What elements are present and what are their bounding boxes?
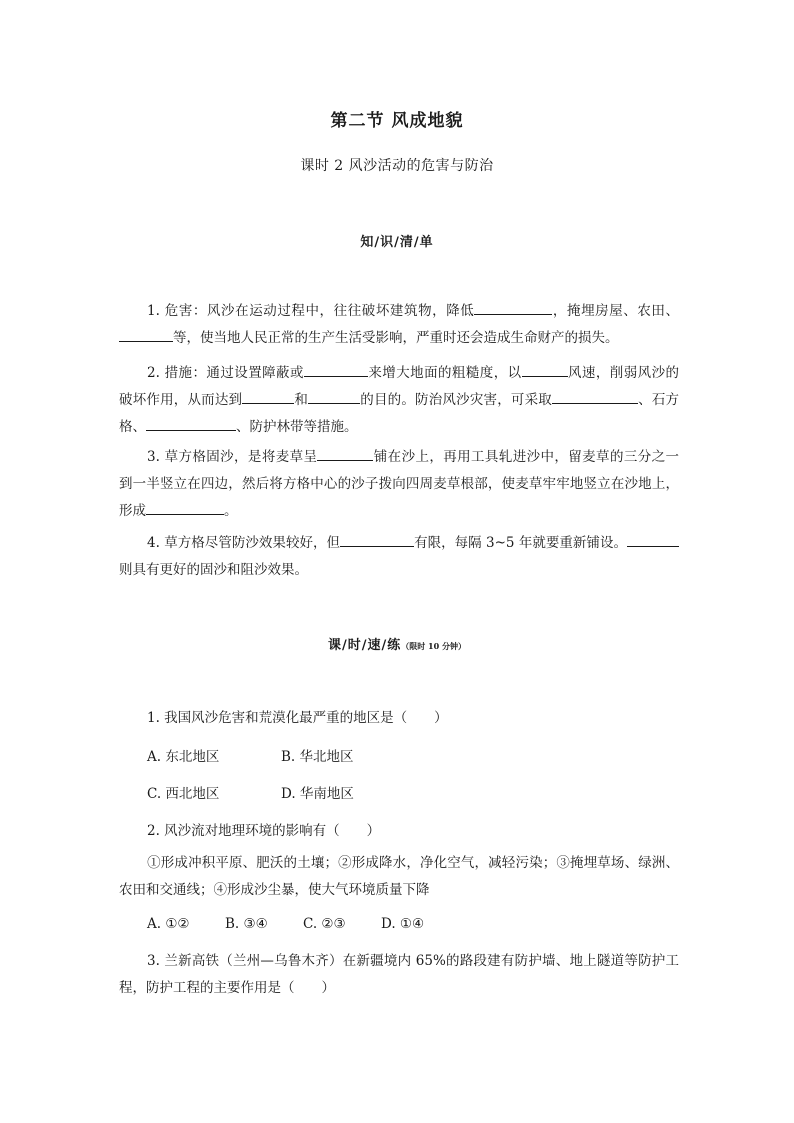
item-text: 草方格固沙，是将麦草呈 (164, 449, 318, 465)
option-a[interactable]: A. 东北地区 (147, 749, 220, 765)
question-1-options-row-2 (147, 782, 354, 802)
answer-blank[interactable] (119, 326, 173, 342)
item-number: 2. (147, 365, 160, 381)
item-text: 措施：通过设置障蔽或 (164, 365, 304, 381)
answer-blank[interactable] (304, 361, 368, 377)
item-number: 3. (147, 449, 160, 465)
answer-blank[interactable] (146, 415, 236, 431)
question-1-stem: 1. 我国风沙危害和荒漠化最严重的地区是（ ） (147, 710, 448, 726)
question-2-statements: ①形成冲积平原、肥沃的土壤；②形成降水，净化空气，减轻污染；③掩埋草场、绿洲、农田和交通线；④形成沙尘暴，使大气环境质量下降 (119, 855, 679, 898)
question-2-body (119, 850, 679, 904)
knowledge-item-4 (119, 530, 679, 584)
answer-blank[interactable] (242, 388, 294, 404)
time-limit-note: （限时 10 分钟） (401, 641, 466, 651)
answer-blank[interactable] (317, 445, 373, 461)
option-a[interactable]: A. ①② (147, 916, 190, 932)
practice-heading-text: 课/时/速/练 (328, 638, 402, 653)
option-d[interactable]: D. 华南地区 (281, 786, 354, 802)
item-text: 等，使当地人民正常的生产生活受影响，严重时还会造成生命财产的损失。 (173, 330, 619, 346)
item-number: 1. (147, 303, 160, 319)
item-text: 风速，削弱风沙的破坏作用，从而达到 (119, 365, 680, 408)
question-2-options (147, 916, 424, 932)
item-text: 、石方格、 (119, 392, 680, 435)
practice-section-heading (0, 634, 794, 653)
item-text: 有限，每隔 3~5 年就要重新铺设。 (414, 535, 628, 551)
item-text: 和 (294, 392, 309, 408)
item-text: 的目的。防治风沙灾害，可采取 (360, 392, 552, 408)
option-b[interactable]: B. 华北地区 (281, 749, 354, 765)
item-number: 4. (147, 535, 160, 551)
option-d[interactable]: D. ①④ (381, 916, 425, 932)
question-3-text: 3. 兰新高铁（兰州—乌鲁木齐）在新疆境内 65%的路段建有防护墙、地上隧道等防护工程，防护工程的主要作用是（ ） (119, 953, 679, 996)
item-text: ，掩埋房屋、农田、 (552, 303, 680, 319)
knowledge-section-heading: 知/识/清/单 (360, 235, 434, 250)
answer-blank[interactable] (627, 531, 679, 547)
question-3-stem (119, 948, 679, 1002)
item-text: 、防护林带等措施。 (236, 419, 358, 435)
page-title: 第二节 风成地貌 (330, 111, 464, 131)
answer-blank[interactable] (146, 499, 224, 515)
answer-blank[interactable] (474, 299, 552, 315)
knowledge-item-2 (119, 360, 679, 441)
question-1-options-row-1 (147, 745, 354, 765)
item-text: 。 (224, 503, 238, 519)
page-subtitle: 课时 2 风沙活动的危害与防治 (300, 158, 494, 174)
answer-blank[interactable] (522, 361, 568, 377)
knowledge-item-1 (119, 298, 679, 352)
item-text: 危害：风沙在运动过程中，往往破坏建筑物，降低 (164, 303, 475, 319)
item-text: 铺在沙上，再用工具轧进沙中，留麦草的三分之一到一半竖立在四边，然后将方格中心的沙子拨向四周麦草根部，使麦草牢牢地竖立在沙地上，形成 (119, 449, 680, 519)
question-2-stem: 2. 风沙流对地理环境的影响有（ ） (147, 823, 381, 839)
option-c[interactable]: C. 西北地区 (147, 786, 220, 802)
answer-blank[interactable] (308, 388, 360, 404)
option-b[interactable]: B. ③④ (225, 916, 268, 932)
item-text: 来增大地面的粗糙度，以 (367, 365, 522, 381)
answer-blank[interactable] (552, 388, 638, 404)
option-c[interactable]: C. ②③ (303, 916, 346, 932)
answer-blank[interactable] (340, 531, 414, 547)
item-text: 则具有更好的固沙和阻沙效果。 (119, 562, 308, 578)
knowledge-item-3 (119, 444, 679, 525)
item-text: 草方格尽管防沙效果较好，但 (164, 535, 341, 551)
